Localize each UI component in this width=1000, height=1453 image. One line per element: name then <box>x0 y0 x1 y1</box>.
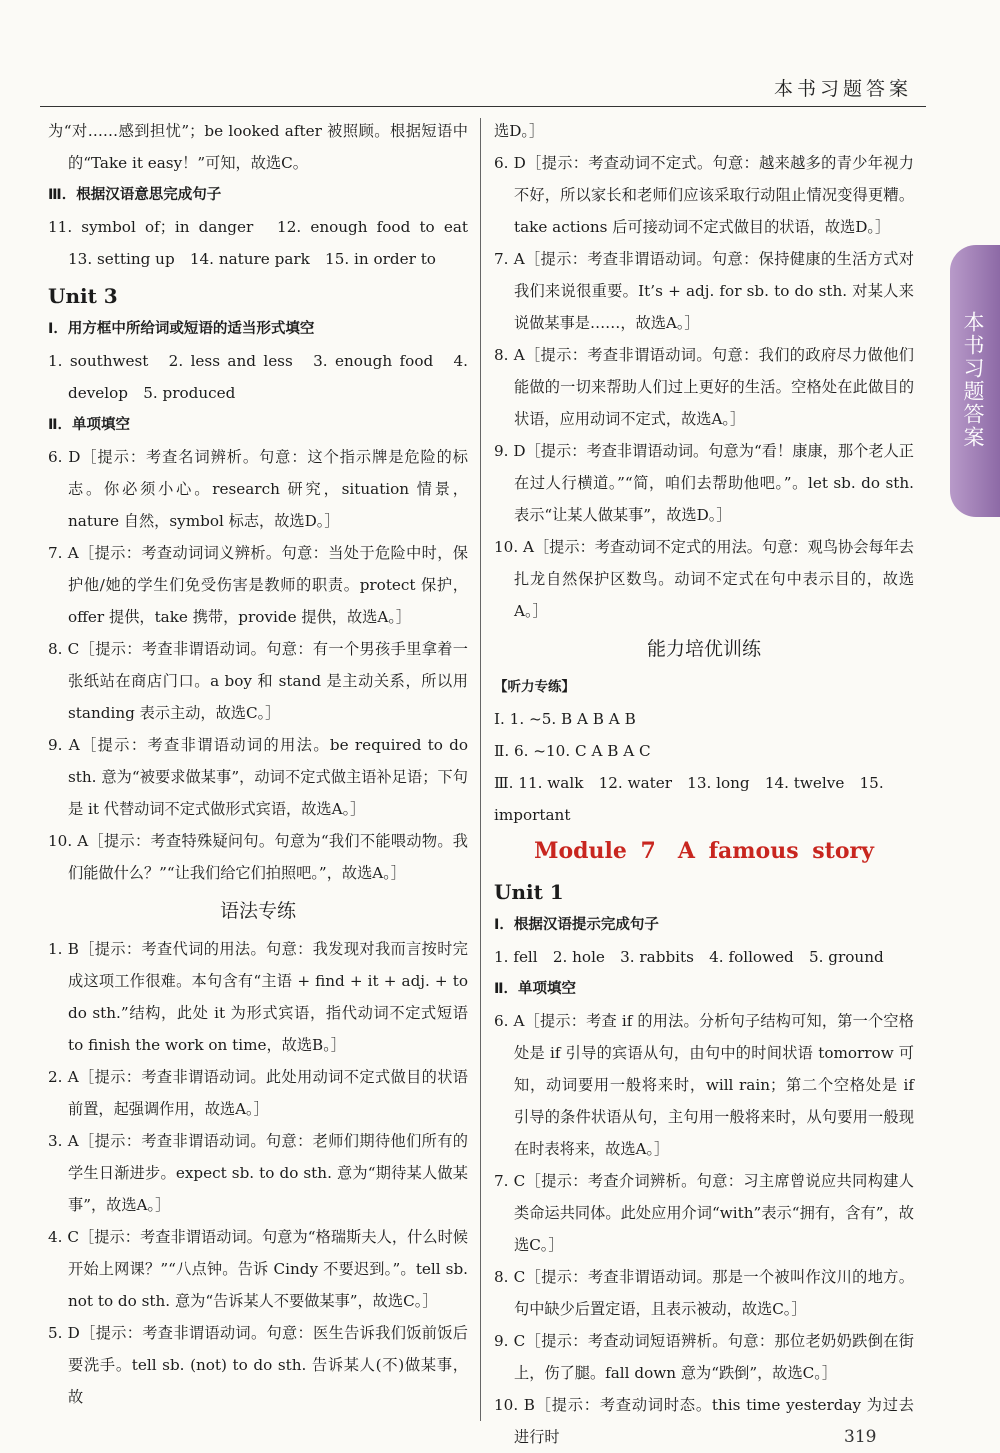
answer-line: 11. symbol of；in danger 12. enough food to eat 13. setting up 14. nature park 15. in order to <box>48 218 484 268</box>
section-heading: Ⅱ．单项填空 <box>494 981 577 997</box>
header-rule <box>40 106 926 107</box>
answer-item: 10. A［提示：考查特殊疑问句。句意为“我们不能喂动物。我们能做什么？”“让我们给它们拍照吧。”，故选A。］ <box>48 832 468 882</box>
answer-item: 10. B［提示：考查动词时态。this time yesterday 为过去进行时 <box>494 1396 914 1446</box>
answer-item: 5. D［提示：考查非谓语动词。句意：医生告诉我们饭前饭后要洗手。tell sb. (not) to do sth. 告诉某人(不)做某事，故 <box>48 1324 468 1406</box>
page-header-title: 本书习题答案 <box>773 78 912 100</box>
module-title: Module 7 A famous story <box>534 838 874 864</box>
answer-item: 1. B［提示：考查代词的用法。句意：我发现对我而言按时完成这项工作很难。本句含有“主语 + find + it + adj. + to do sth.”结构，此处 it 为形式宾语，指代动词不定式短语 to finish the work on time，故选B。］ <box>48 940 468 1054</box>
answer-item: 4. C［提示：考查非谓语动词。句意为“格瑞斯夫人，什么时候开始上网课？”“八点钟。告诉 Cindy 不要迟到。”。tell sb. not to do sth. 意为“告诉某人不要做某事”，故选C。］ <box>48 1228 468 1310</box>
listening-label: 【听力专练】 <box>494 679 575 695</box>
answer-item: 7. C［提示：考查介词辨析。句意：习主席曾说应共同构建人类命运共同体。此处应用介词“with”表示“拥有，含有”，故选C。］ <box>494 1172 914 1254</box>
listening-answers: Ⅰ. 1. ~5. B A B A B <box>494 710 636 728</box>
left-column <box>48 115 484 1431</box>
continued-answer: 选D。］ <box>494 122 545 140</box>
side-tab-label: 本书习题答案 <box>961 311 985 449</box>
listening-answers: Ⅲ. 11. walk 12. water 13. long 14. twelve 15. important <box>494 774 884 824</box>
answer-item: 9. C［提示：考查动词短语辨析。句意：那位老奶奶跌倒在街上，伤了腿。fall down 意为“跌倒”，故选C。］ <box>494 1332 914 1382</box>
page-number: 319 <box>844 1427 877 1447</box>
answer-item: 10. A［提示：考查动词不定式的用法。句意：观鸟协会每年去扎龙自然保护区数鸟。动词不定式在句中表示目的，故选A。］ <box>494 538 914 620</box>
answer-item: 8. C［提示：考查非谓语动词。那是一个被叫作汶川的地方。句中缺少后置定语，且表示被动，故选C。］ <box>494 1268 914 1318</box>
answer-line: 1. fell 2. hole 3. rabbits 4. followed 5. ground <box>494 948 884 966</box>
column-divider <box>480 118 481 1421</box>
continued-answer: 为“对……感到担忧”；be looked after 被照顾。根据短语中的“Take it easy！”可知，故选C。 <box>48 122 468 172</box>
answer-item: 6. D［提示：考查名词辨析。句意：这个指示牌是危险的标志。你必须小心。research 研究，situation 情景，nature 自然，symbol 标志，故选D。］ <box>48 448 468 530</box>
section-heading: Ⅰ．用方框中所给词或短语的适当形式填空 <box>48 321 315 337</box>
grammar-heading: 语法专练 <box>219 900 296 922</box>
answer-item: 7. A［提示：考查动词词义辨析。句意：当处于危险中时，保护他/她的学生们免受伤害是教师的职责。protect 保护，offer 提供，take 携带，provide 提供，故选A。］ <box>48 544 468 626</box>
unit-heading: Unit 1 <box>494 880 564 904</box>
answer-item: 8. A［提示：考查非谓语动词。句意：我们的政府尽力做他们能做的一切来帮助人们过上更好的生活。空格处在此做目的状语，应用动词不定式，故选A。］ <box>494 346 914 428</box>
answer-item: 9. D［提示：考查非谓语动词。句意为“看！康康，那个老人正在过人行横道。”“简，咱们去帮助他吧。”。let sb. do sth. 表示“让某人做某事”，故选D。］ <box>494 442 914 524</box>
answer-item: 6. A［提示：考查 if 的用法。分析句子结构可知，第一个空格处是 if 引导的宾语从句，由句中的时间状语 tomorrow 可知，动词要用一般将来时，will rain；第二个空格处是 if 引导的条件状语从句，主句用一般将来时，从句要用一般现在时表将来，故选A。］ <box>494 1012 914 1158</box>
side-tab <box>950 245 1000 517</box>
ability-heading: 能力培优训练 <box>646 638 761 660</box>
answer-line: 1. southwest 2. less and less 3. enough food 4. develop 5. produced <box>48 352 468 402</box>
unit-heading: Unit 3 <box>48 284 118 308</box>
answer-item: 7. A［提示：考查非谓语动词。句意：保持健康的生活方式对我们来说很重要。It’s + adj. for sb. to do sth. 对某人来说做某事是……，故选A。］ <box>494 250 914 332</box>
answer-item: 9. A［提示：考查非谓语动词的用法。be required to do sth. 意为“被要求做某事”，动词不定式做主语补足语；下句是 it 代替动词不定式做形式宾语，故选A。］ <box>48 736 468 818</box>
answer-item: 2. A［提示：考查非谓语动词。此处用动词不定式做目的状语前置，起强调作用，故选A。］ <box>48 1068 468 1118</box>
section-heading: Ⅰ．根据汉语提示完成句子 <box>494 917 659 933</box>
listening-answers: Ⅱ. 6. ~10. C A B A C <box>494 742 651 760</box>
answer-item: 6. D［提示：考查动词不定式。句意：越来越多的青少年视力不好，所以家长和老师们应该采取行动阻止情况变得更糟。take actions 后可接动词不定式做目的状语，故选D。］ <box>494 154 914 236</box>
answer-item: 8. C［提示：考查非谓语动词。句意：有一个男孩手里拿着一张纸站在商店门口。a boy 和 stand 是主动关系，所以用 standing 表示主动，故选C。］ <box>48 640 468 722</box>
section-heading: Ⅱ．单项填空 <box>48 417 131 433</box>
answer-item: 3. A［提示：考查非谓语动词。句意：老师们期待他们所有的学生日渐进步。expect sb. to do sth. 意为“期待某人做某事”，故选A。］ <box>48 1132 468 1214</box>
section-heading: Ⅲ．根据汉语意思完成句子 <box>48 187 222 203</box>
